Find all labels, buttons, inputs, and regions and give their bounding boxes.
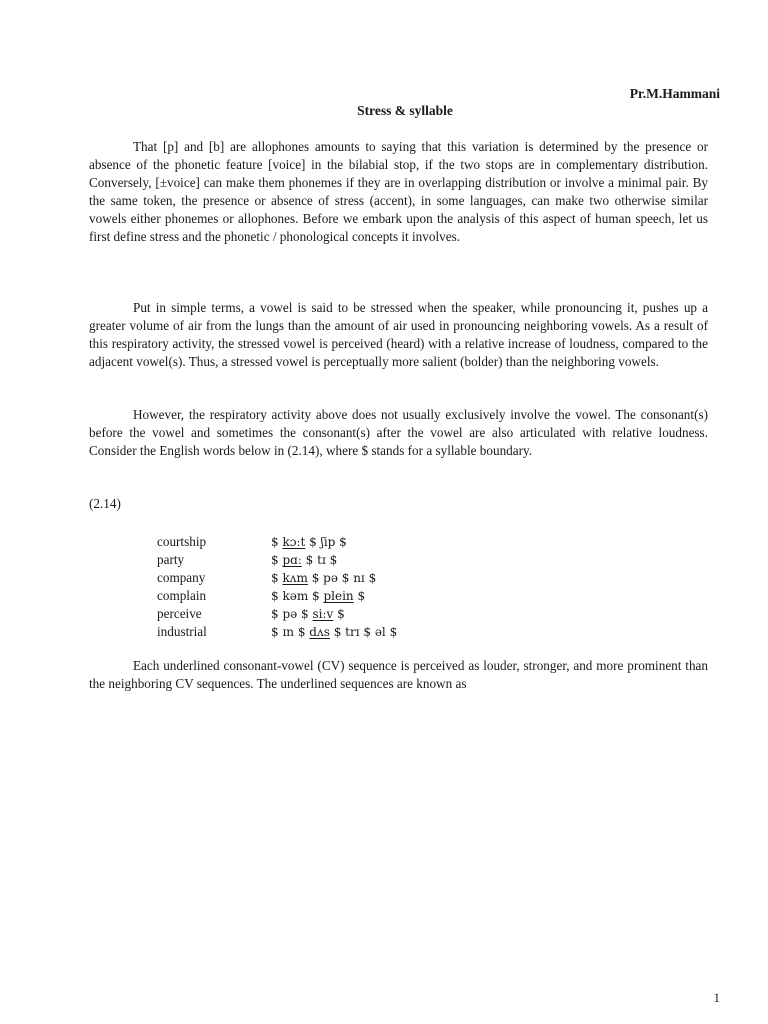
example-word: perceive [157, 606, 202, 621]
example-transcription [271, 533, 397, 551]
transcription-post: $ tɪ $ [301, 553, 338, 567]
example-transcription [271, 587, 397, 605]
paragraph-stress-definition [89, 299, 708, 371]
transcription-pre: $ pə $ [271, 607, 313, 621]
transcription-pre: $ [271, 553, 283, 567]
example-word: party [157, 552, 185, 567]
example-transcription [271, 623, 397, 641]
transcription-post: $ trɪ $ əl $ [329, 625, 398, 639]
example-row [157, 605, 397, 623]
example-word: complain [157, 588, 207, 603]
example-transcription [271, 569, 397, 587]
transcription-post: $ [333, 607, 345, 621]
transcription-post: $ ʃip $ [305, 535, 347, 549]
page-title: Stress & syllable [357, 103, 453, 118]
example-transcription [271, 551, 397, 569]
transcription-pre: $ [271, 571, 283, 585]
example-row [157, 587, 397, 605]
stressed-syllable: siːv [312, 607, 334, 621]
example-row [157, 623, 397, 641]
example-row [157, 569, 397, 587]
example-row [157, 551, 397, 569]
stressed-syllable: dʌs [309, 625, 330, 639]
example-table [157, 533, 397, 641]
stressed-syllable: kʌm [282, 571, 308, 585]
paragraph-text: Put in simple terms, a vowel is said to be stressed when the speaker, while pronouncing it, pushes up a greater volume of air from the lungs than the amount of air used in pronouncing neighboring vowels. As a result of this respiratory activity, the stressed vowel is perceived (heard) with a relative increase of loudness, compared to the adjacent vowel(s). Thus, a stressed vowel is perceptually more salient (bolder) than the neighboring vowels. [89, 300, 708, 369]
paragraph-text: Each underlined consonant-vowel (CV) sequence is perceived as louder, stronger, and more prominent than the neighboring CV sequences. The underlined sequences are known as [89, 658, 708, 691]
example-word: courtship [157, 534, 207, 549]
example-word: company [157, 570, 206, 585]
paragraph-text: However, the respiratory activity above does not usually exclusively involve the vowel. The consonant(s) before the vowel and sometimes the consonant(s) after the vowel are also articulated with relative loudness. Consider the English words below in (2.14), where $ stands for a syllable boundary. [89, 407, 708, 458]
example-word: industrial [157, 624, 207, 639]
paragraph-text: That [p] and [b] are allophones amounts to saying that this variation is determined by the presence or absence of the phonetic feature [voice] in the bilabial stop, if the two stops are in complementary distribution. Conversely, [±voice] can make them phonemes if they are in overlapping distribution or involve a minimal pair. By the same token, the presence or absence of stress (accent), in some languages, can make two otherwise similar vowels either phonemes or allophones. Before we embark upon the analysis of this aspect of human speech, let us first define stress and the phonetic / phonological concepts it involves. [89, 139, 708, 244]
paragraph-cv-sequences [89, 657, 708, 693]
stressed-syllable: pɑː [282, 553, 302, 567]
transcription-post: $ [353, 589, 366, 603]
stressed-syllable: kɔːt [282, 535, 306, 549]
transcription-pre: $ ɪn $ [271, 625, 310, 639]
paragraph-respiratory-activity [89, 406, 708, 460]
transcription-post: $ pə $ nɪ $ [307, 571, 377, 585]
author-name: Pr.M.Hammani [629, 86, 720, 101]
example-label: (2.14) [89, 496, 121, 511]
transcription-pre: $ kəm $ [271, 589, 324, 603]
paragraph-allophones [89, 138, 708, 246]
page-number: 1 [713, 990, 720, 1005]
transcription-pre: $ [271, 535, 283, 549]
stressed-syllable: plein [323, 589, 354, 603]
example-transcription [271, 605, 397, 623]
example-row [157, 533, 397, 551]
